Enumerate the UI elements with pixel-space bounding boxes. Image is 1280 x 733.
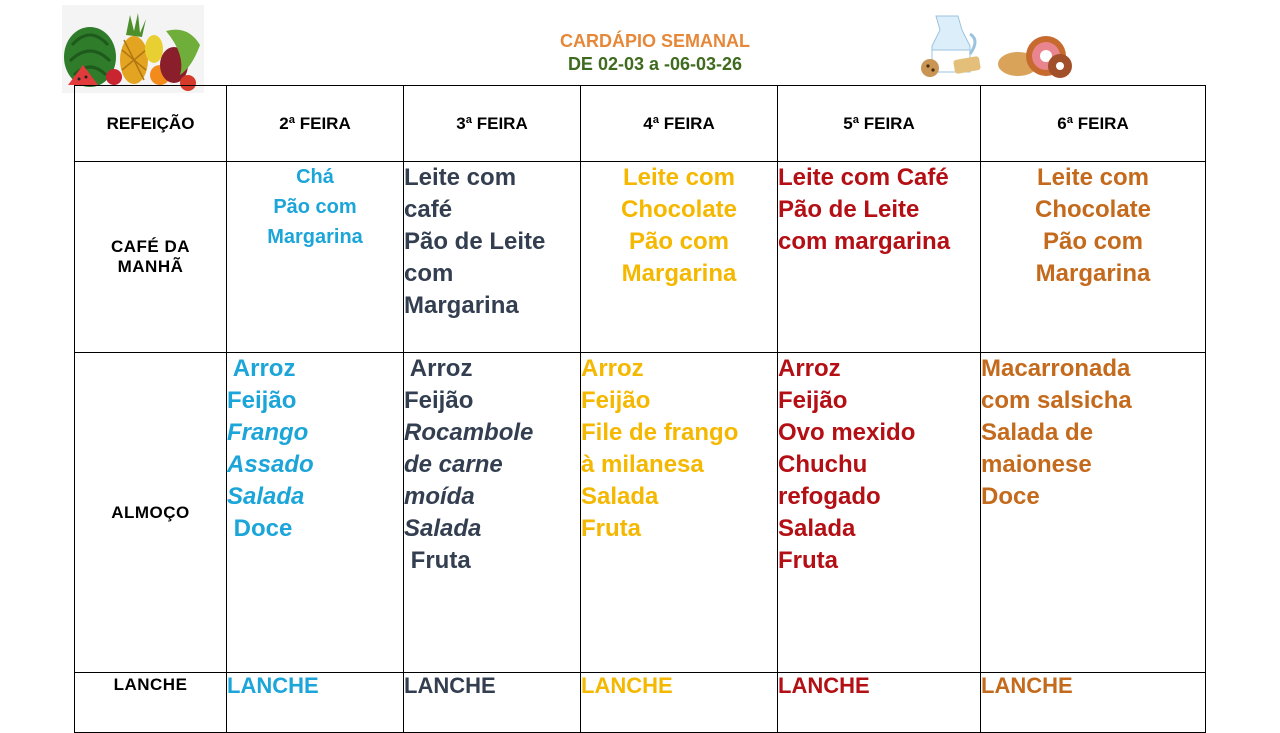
menu-item: com salsicha (981, 387, 1132, 414)
menu-item: Arroz (778, 355, 841, 382)
header-tuesday: 3ª FEIRA (404, 86, 581, 162)
snack-thursday: LANCHE (778, 673, 981, 733)
header-friday: 6ª FEIRA (981, 86, 1206, 162)
menu-item: Pão de Leite (778, 196, 920, 223)
menu-item: Arroz (581, 355, 644, 382)
breakfast-label (75, 162, 227, 353)
lunch-thursday (778, 353, 981, 673)
title-block (470, 30, 840, 76)
menu-item: Arroz (227, 355, 296, 382)
lunch-monday (227, 353, 404, 673)
menu-item: Doce (227, 515, 293, 542)
menu-item: Chuchu (778, 451, 868, 478)
menu-item: Pão de Leite (404, 228, 546, 255)
milk-bread-donuts-illustration-icon (918, 10, 1073, 82)
menu-item: Salada (778, 515, 856, 542)
menu-item: Leite com (622, 164, 736, 191)
menu-item: Salada (404, 515, 482, 542)
header-monday: 2ª FEIRA (227, 86, 404, 162)
lunch-friday (981, 353, 1206, 673)
header-meal: REFEIÇÃO (75, 86, 227, 162)
menu-item: Pão com (273, 196, 357, 218)
menu-item: Salada (581, 483, 659, 510)
weekly-menu-table (74, 85, 1206, 733)
snack-label: LANCHE (75, 673, 227, 733)
breakfast-friday (981, 162, 1206, 353)
date-range: DE 02-03 a -06-03-26 (567, 54, 743, 74)
menu-item: Leite com (404, 164, 517, 191)
header-thursday: 5ª FEIRA (778, 86, 981, 162)
menu-item: moída (404, 483, 475, 510)
menu-item: Salada de (981, 419, 1094, 446)
menu-item: File de frango (581, 419, 739, 446)
menu-item: com margarina (778, 228, 951, 255)
menu-item: Doce (981, 483, 1040, 510)
menu-item: Chocolate (620, 196, 737, 223)
menu-item: Margarina (267, 226, 363, 248)
table-header-row (75, 86, 1206, 162)
menu-item: Chocolate (1034, 196, 1151, 223)
menu-item: Feijão (581, 387, 651, 414)
breakfast-label-line1: CAFÉ DA (110, 237, 191, 256)
menu-item: de carne (404, 451, 503, 478)
menu-item: Ovo mexido (778, 419, 916, 446)
menu-item: Leite com Café (778, 164, 949, 191)
menu-item: maionese (981, 451, 1092, 478)
menu-item: Feijão (404, 387, 474, 414)
breakfast-row (75, 162, 1206, 353)
snack-wednesday: LANCHE (581, 673, 778, 733)
menu-item: com (404, 260, 454, 287)
breakfast-tuesday (404, 162, 581, 353)
lunch-wednesday (581, 353, 778, 673)
menu-item: Feijão (778, 387, 848, 414)
menu-item: Pão com (628, 228, 730, 255)
menu-item: Assado (227, 451, 314, 478)
menu-item: Arroz (404, 355, 473, 382)
menu-item: Pão com (1042, 228, 1144, 255)
menu-item: Margarina (1035, 260, 1151, 287)
menu-item: Frango (227, 419, 309, 446)
fruits-illustration-icon (62, 5, 204, 93)
menu-item: Fruta (778, 547, 838, 574)
menu-item: Margarina (404, 292, 519, 319)
header-wednesday: 4ª FEIRA (581, 86, 778, 162)
menu-item: à milanesa (581, 451, 704, 478)
menu-item: Fruta (581, 515, 641, 542)
snack-friday: LANCHE (981, 673, 1206, 733)
menu-item: Macarronada (981, 355, 1131, 382)
breakfast-monday (227, 162, 404, 353)
menu-item: Rocambole (404, 419, 534, 446)
menu-item: Chá (296, 166, 334, 188)
menu-item: refogado (778, 483, 881, 510)
snack-row (75, 673, 1206, 733)
snack-monday: LANCHE (227, 673, 404, 733)
menu-item: Fruta (404, 547, 471, 574)
breakfast-label-line2: MANHÃ (117, 257, 184, 276)
page-title: CARDÁPIO SEMANAL (559, 31, 750, 51)
menu-item: Salada (227, 483, 305, 510)
lunch-row (75, 353, 1206, 673)
snack-tuesday: LANCHE (404, 673, 581, 733)
menu-item: Margarina (621, 260, 737, 287)
lunch-tuesday (404, 353, 581, 673)
breakfast-wednesday (581, 162, 778, 353)
breakfast-thursday (778, 162, 981, 353)
lunch-label: ALMOÇO (75, 353, 227, 673)
menu-item: Leite com (1036, 164, 1150, 191)
menu-item: Feijão (227, 387, 297, 414)
menu-item: café (404, 196, 453, 223)
